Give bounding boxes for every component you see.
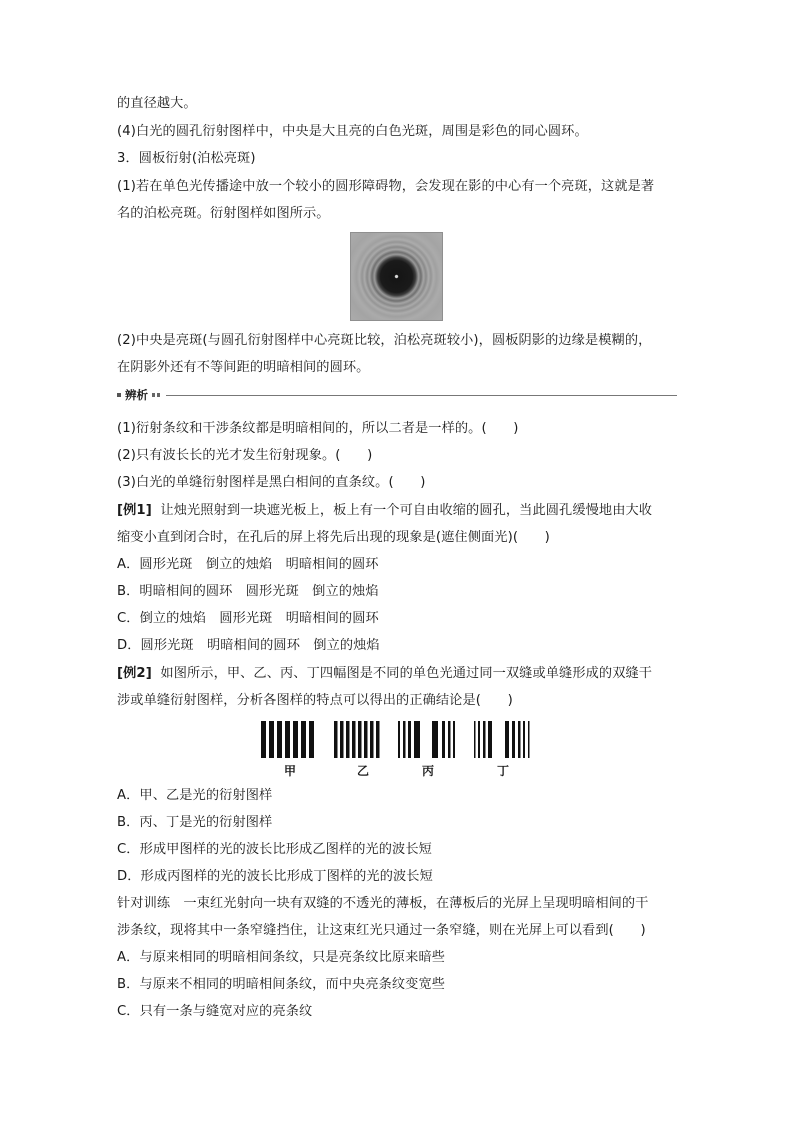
poisson-spot-diffraction-image (350, 232, 443, 321)
training-option-c: C．只有一条与缝宽对应的亮条纹 (117, 1004, 313, 1019)
dots-decoration (152, 393, 162, 397)
fringe-label-bing: 丙 (422, 764, 435, 778)
text-line: 名的泊松亮斑。衍射图样如图所示。 (117, 206, 330, 221)
example1-option-d: D．圆形光斑 明暗相间的圆环 倒立的烛焰 (117, 638, 380, 653)
heading-circular-plate: 3．圆板衍射(泊松亮斑) (117, 151, 256, 166)
text-line: 在阴影外还有不等间距的明暗相间的圆环。 (117, 360, 370, 375)
example2-option-d: D．形成丙图样的光的波长比形成丁图样的光的波长短 (117, 869, 433, 884)
judge-item: (3)白光的单缝衍射图样是黑白相间的直条纹。( ) (117, 475, 426, 490)
square-bullet-icon (117, 393, 121, 397)
fringe-label-ding: 丁 (497, 764, 510, 778)
text-line: (4)白光的圆孔衍射图样中，中央是大且亮的白色光斑，周围是彩色的同心圆环。 (117, 124, 588, 139)
divider-rule (166, 395, 677, 396)
training-option-a: A．与原来相同的明暗相间条纹，只是亮条纹比原来暗些 (117, 950, 446, 965)
example2-option-b: B．丙、丁是光的衍射图样 (117, 815, 273, 830)
judge-item: (2)只有波长长的光才发生衍射现象。( ) (117, 448, 373, 463)
judge-item: (1)衍射条纹和干涉条纹都是明暗相间的，所以二者是一样的。( ) (117, 421, 519, 436)
text-line: 的直径越大。 (117, 96, 197, 111)
training-line: 针对训练 一束红光射向一块有双缝的不透光的薄板，在薄板后的光屏上呈现明暗相间的干 (117, 896, 649, 911)
fringe-pattern-bing (398, 721, 460, 758)
fringe-label-jia: 甲 (284, 764, 297, 778)
example1-stem (117, 502, 682, 520)
fringe-pattern-yi (334, 721, 384, 758)
fringe-pattern-jia (261, 721, 317, 758)
text-line: (1)若在单色光传播途中放一个较小的圆形障碍物，会发现在影的中心有一个亮斑，这就是著 (117, 179, 655, 194)
example1-option-a: A．圆形光斑 倒立的烛焰 明暗相间的圆环 (117, 557, 379, 572)
section-title: 辨析 (125, 388, 148, 402)
text-line: (2)中央是亮斑(与圆孔衍射图样中心亮斑比较，泊松亮斑较小)，圆板阴影的边缘是模糊的， (117, 333, 652, 348)
example1-line: 缩变小直到闭合时，在孔后的屏上将先后出现的现象是(遮住侧面光)( ) (117, 530, 550, 545)
example2-line: 涉或单缝衍射图样，分析各图样的特点可以得出的正确结论是( ) (117, 693, 513, 708)
example1-line: 让烛光照射到一块遮光板上，板上有一个可自由收缩的圆孔，当此圆孔缓慢地由大收 (160, 503, 653, 518)
fringe-label-yi: 乙 (357, 764, 370, 778)
example1-option-c: C．倒立的烛焰 圆形光斑 明暗相间的圆环 (117, 611, 379, 626)
example2-option-a: A．甲、乙是光的衍射图样 (117, 788, 273, 803)
example1-tag: [例1] (117, 503, 152, 518)
example2-stem (117, 665, 682, 683)
example2-tag: [例2] (117, 666, 152, 681)
training-option-b: B．与原来不相同的明暗相间条纹，而中央亮条纹变宽些 (117, 977, 446, 992)
example1-option-b: B．明暗相间的圆环 圆形光斑 倒立的烛焰 (117, 584, 379, 599)
section-divider (117, 386, 677, 404)
training-line: 涉条纹，现将其中一条窄缝挡住，让这束红光只通过一条窄缝，则在光屏上可以看到( ) (117, 923, 646, 938)
fringe-pattern-ding (474, 721, 532, 758)
example2-line: 如图所示，甲、乙、丙、丁四幅图是不同的单色光通过同一双缝或单缝形成的双缝干 (160, 666, 653, 681)
example2-option-c: C．形成甲图样的光的波长比形成乙图样的光的波长短 (117, 842, 432, 857)
